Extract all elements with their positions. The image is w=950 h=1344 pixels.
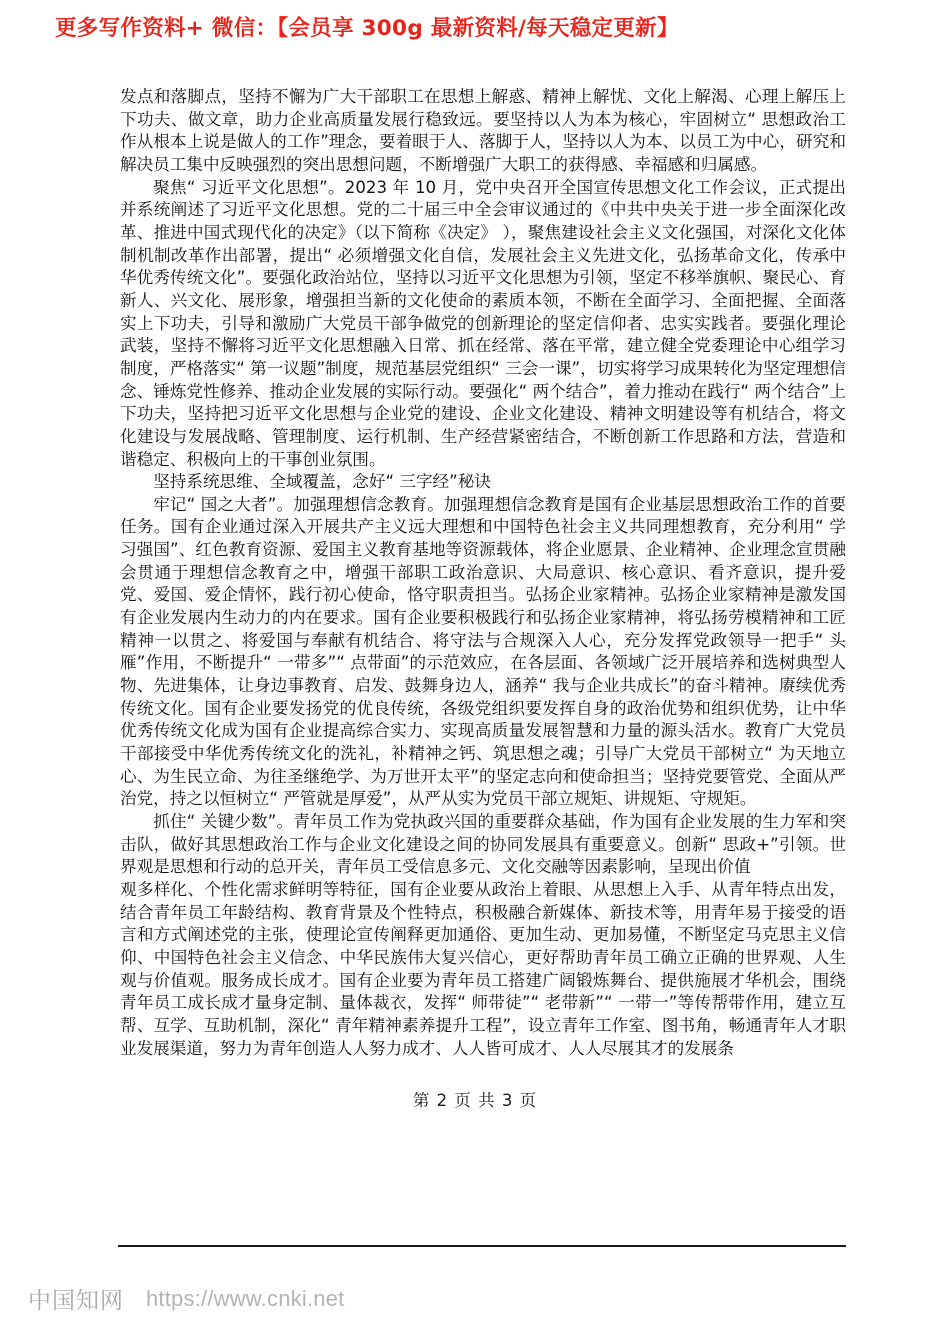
section-heading-three-character-classic: 坚持系统思维、全域覆盖，念好“ 三字经”秘诀: [153, 472, 491, 492]
paragraph-national-interest: 牢记“ 国之大者”。加强理想信念教育。加强理想信念教育是国有企业基层思想政治工作的首要任务。国有企业通过深入开展共产主义远大理想和中国特色社会主义共同理想教育，充分利用“ 学习强国”、红色教育资源、爱国主义教育基地等资源载体，将企业愿景、企业精神、企业理念宣贯融会贯通于理想信念教育之中，增强干部职工政治意识、大局意识、核心意识、看齐意识，提升爱党、爱国、爱企情怀，践行初心使命，恪守职责担当。弘扬企业家精神。弘扬企业家精神是激发国有企业发展内生动力的内在要求。国有企业要积极践行和弘扬企业家精神，将弘扬劳模精神和工匠精神一以贯之、将爱国与奉献有机结合、将守法与合规深入人心，充分发挥党政领导一把手“ 头雁”作用，不断提升“ 一带多”“ 点带面”的示范效应，在各层面、各领域广泛开展培养和选树典型人物、先进集体，让身边事教育、启发、鼓舞身边人，涵养“ 我与企业共成长”的奋斗精神。赓续优秀传统文化。国有企业要发扬党的优良传统，各级党组织要发挥自身的政治优势和组织优势，让中华优秀传统文化成为国有企业提高综合实力、实现高质量发展智慧和力量的源头活水。教育广大党员干部接受中华优秀传统文化的洗礼，补精神之钙、筑思想之魂；引导广大党员干部树立“ 为天地立心、为生民立命、为往圣继绝学、为万世开太平”的坚定志向和使命担当；坚持党要管党、全面从严治党，持之以恒树立“ 严管就是厚爱”，从严从实为党员干部立规矩、讲规矩、守规矩。: [120, 494, 846, 809]
cnki-url-text: https://www.cnki.net: [146, 1285, 345, 1311]
paragraph-youth-development: 观多样化、个性化需求鲜明等特征，国有企业要从政治上着眼、从思想上入手、从青年特点出发，结合青年员工年龄结构、教育背景及个性特点，积极融合新媒体、新技术等，用青年易于接受的语言和方式阐述党的主张，使理论宣传阐释更加通俗、更加生动、更加易懂，不断坚定马克思主义信仰、中国特色社会主义信念、中华民族伟大复兴信心，更好帮助青年员工确立正确的世界观、人生观与价值观。服务成长成才。国有企业要为青年员工搭建广阔锻炼舞台、提供施展才华机会，围绕青年员工成长成才量身定制、量体裁衣，发挥“ 师带徒”“ 老带新”“ 一带一”等传帮带作用，建立互帮、互学、互助机制，深化“ 青年精神素养提升工程”，设立青年工作室、图书角，畅通青年人才职业发展渠道，努力为青年创造人人努力成才、人人皆可成才、人人尽展其才的发展条: [120, 879, 846, 1058]
page-number-footer: 第 2 页 共 3 页: [412, 1091, 538, 1110]
document-body: [120, 86, 846, 1060]
paragraph-xi-culture-thought: 聚焦“ 习近平文化思想”。2023 年 10 月，党中央召开全国宣传思想文化工作会议，正式提出并系统阐述了习近平文化思想。党的二十届三中全会审议通过的《中共中央关于进一步全面深化改革、推进中国式现代化的决定》（以下简称《决定》 ），聚焦建设社会主义文化强国，对深化文化体制机制改革作出部署，提出“ 必须增强文化自信，发展社会主义先进文化，弘扬革命文化，传承中华优秀传统文化”。要强化政治站位，坚持以习近平文化思想为引领，坚定不移举旗帜、聚民心、育新人、兴文化、展形象，增强担当新的文化使命的素质本领，不断在全面学习、全面把握、全面落实上下功夫，引导和激励广大党员干部争做党的创新理论的坚定信仰者、忠实实践者。要强化理论武装，坚持不懈将习近平文化思想融入日常、抓在经常、落在平常，建立健全党委理论中心组学习制度，严格落实“ 第一议题”制度，规范基层党组织“ 三会一课”，切实将学习成果转化为坚定理想信念、锤炼党性修养、推动企业发展的实际行动。要强化“ 两个结合”，着力推动在践行“ 两个结合”上下功夫，坚持把习近平文化思想与企业党的建设、企业文化建设、精神文明建设等有机结合，将文化建设与发展战略、管理制度、运行机制、生产经营紧密结合，不断创新工作思路和方法，营造和谐稳定、积极向上的干事创业氛围。: [120, 177, 846, 469]
paragraph-key-minority: 抓住“ 关键少数”。青年员工作为党执政兴国的重要群众基础，作为国有企业发展的生力军和突击队，做好其思想政治工作与企业文化建设之间的协同发展具有重要意义。创新“ 思政+”引领。世界观是思想和行动的总开关，青年员工受信息多元、文化交融等因素影响，呈现出价值: [120, 812, 846, 877]
cnki-watermark: [28, 1282, 344, 1315]
promo-header-banner: 更多写作资料+ 微信：【会员享 300g 最新资料/每天稳定更新】: [55, 16, 679, 41]
footer-divider: [118, 1245, 846, 1247]
cnki-logo-text: 中国知网: [28, 1288, 124, 1314]
paragraph-continuation: 发点和落脚点，坚持不懈为广大干部职工在思想上解惑、精神上解忧、文化上解渴、心理上解压上下功夫、做文章，助力企业高质量发展行稳致远。要坚持以人为本为核心，牢固树立“ 思想政治工作从根本上说是做人的工作”理念，要着眼于人、落脚于人，坚持以人为本、以员工为中心，研究和解决员工集中反映强烈的突出思想问题，不断增强广大职工的获得感、幸福感和归属感。: [120, 87, 846, 174]
